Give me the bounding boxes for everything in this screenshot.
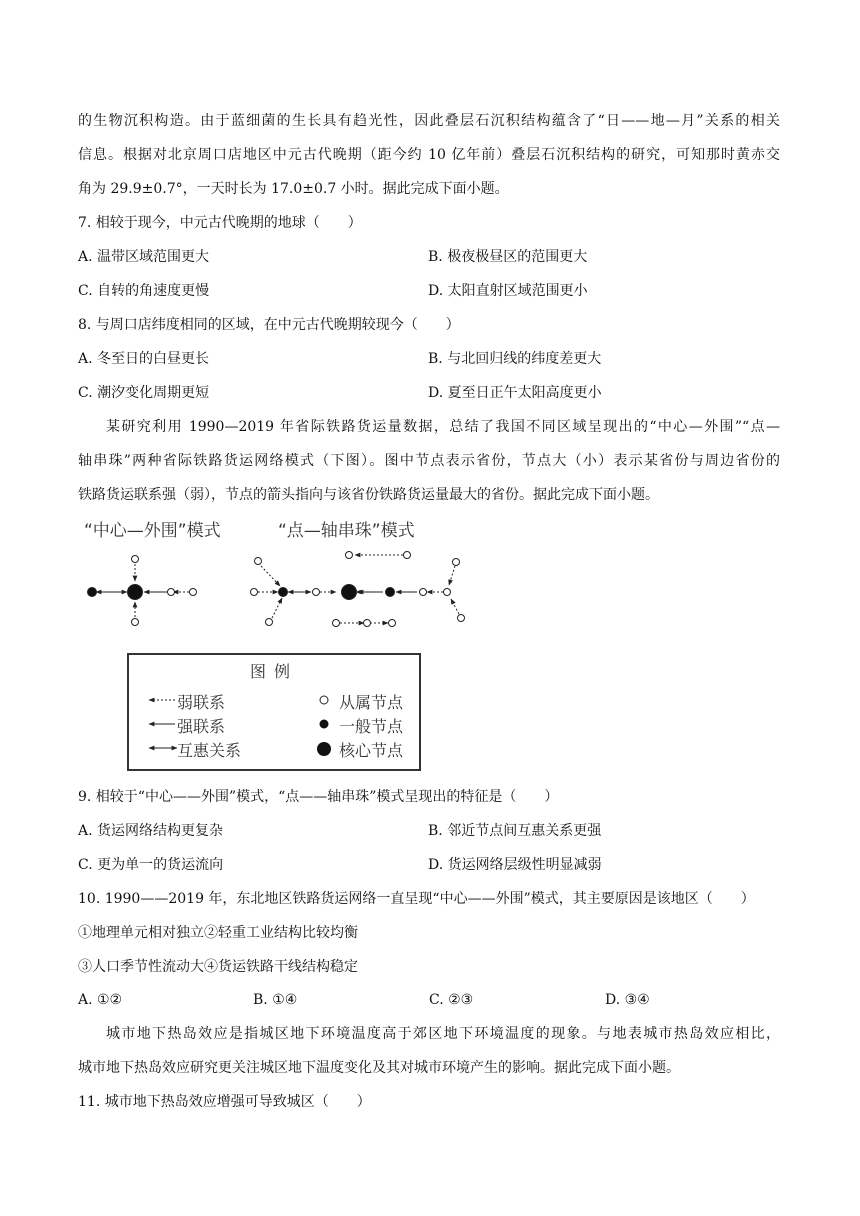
q8-option-d[interactable]: D. 夏至日正午太阳高度更小 bbox=[428, 385, 602, 401]
subordinate-node bbox=[190, 589, 197, 596]
subordinate-node bbox=[364, 620, 371, 627]
subordinate-node bbox=[255, 558, 262, 565]
subordinate-node bbox=[132, 619, 139, 626]
intro1-line-2: 信息。根据对北京周口店地区中元古代晚期（距今约 10 亿年前）叠层石沉积结构的研究，可知那时黄赤交 bbox=[78, 147, 780, 163]
subordinate-node bbox=[389, 620, 396, 627]
subordinate-node bbox=[168, 589, 175, 596]
subordinate-node bbox=[313, 589, 320, 596]
legend-general-label: 一般节点 bbox=[339, 717, 404, 736]
legend-core-node bbox=[317, 742, 331, 756]
intro3-line-2: 城市地下热岛效应研究更关注城区地下温度变化及其对城市环境产生的影响。据此完成下面小题。 bbox=[78, 1060, 680, 1076]
q7-option-b[interactable]: B. 极夜极昼区的范围更大 bbox=[428, 249, 588, 265]
weak-link bbox=[449, 566, 455, 585]
q8-stem: 8. 与周口店纬度相同的区域，在中元古代晚期较现今（ ） bbox=[78, 317, 460, 333]
q7-option-a[interactable]: A. 温带区域范围更大 bbox=[78, 249, 210, 265]
general-node bbox=[88, 588, 97, 597]
intro1-line-3: 角为 29.9±0.7°，一天时长为 17.0±0.7 小时。据此完成下面小题。 bbox=[78, 181, 509, 197]
general-node bbox=[279, 588, 288, 597]
q9-option-d[interactable]: D. 货运网络层级性明显减弱 bbox=[428, 857, 602, 873]
subordinate-node bbox=[132, 556, 139, 563]
figure-title-point-axis: “点—轴串珠”模式 bbox=[278, 521, 415, 541]
q7-option-c[interactable]: C. 自转的角速度更慢 bbox=[78, 283, 210, 299]
intro3-line-1: 城市地下热岛效应是指城区地下环境温度高于郊区地下环境温度的现象。与地表城市热岛效应相比， bbox=[106, 1026, 780, 1042]
intro1-line-1: 的生物沉积构造。由于蓝细菌的生长具有趋光性，因此叠层石沉积结构蕴含了“日——地—月”关系的相关 bbox=[78, 113, 780, 129]
subordinate-node bbox=[420, 589, 427, 596]
q9-option-b[interactable]: B. 邻近节点间互惠关系更强 bbox=[428, 823, 602, 839]
legend-nodes bbox=[315, 689, 335, 769]
legend-subordinate-label: 从属节点 bbox=[339, 693, 404, 712]
weak-link bbox=[272, 598, 282, 618]
legend-strong-label: 强联系 bbox=[177, 717, 226, 736]
q10-statements-2: ③人口季节性流动大④货运铁路干线结构稳定 bbox=[78, 959, 358, 975]
q10-option-d[interactable]: D. ③④ bbox=[605, 992, 650, 1008]
q10-stem: 10. 1990——2019 年，东北地区铁路货运网络一直呈现“中心——外围”模式，其主要原因是该地区（ ） bbox=[78, 891, 755, 907]
q10-option-b[interactable]: B. ①④ bbox=[253, 992, 298, 1008]
q7-stem: 7. 相较于现今，中元古代晚期的地球（ ） bbox=[78, 215, 362, 231]
subordinate-node bbox=[453, 559, 460, 566]
q8-option-b[interactable]: B. 与北回归线的纬度差更大 bbox=[428, 351, 602, 367]
intro2-line-2: 轴串珠”两种省际铁路货运网络模式（下图）。图中节点表示省份，节点大（小）表示某省份与周边省份的 bbox=[78, 453, 780, 469]
q7-option-d[interactable]: D. 太阳直射区域范围更小 bbox=[428, 283, 588, 299]
q10-statements-1: ①地理单元相对独立②轻重工业结构比较均衡 bbox=[78, 925, 358, 941]
q9-option-c[interactable]: C. 更为单一的货运流向 bbox=[78, 857, 224, 873]
weak-link bbox=[261, 566, 280, 586]
legend-weak-label: 弱联系 bbox=[177, 693, 226, 712]
legend bbox=[127, 653, 421, 771]
subordinate-node bbox=[346, 552, 353, 559]
subordinate-node bbox=[444, 589, 451, 596]
legend-mutual-label: 互惠关系 bbox=[177, 741, 242, 760]
network-diagram bbox=[78, 540, 478, 640]
q8-option-c[interactable]: C. 潮汐变化周期更短 bbox=[78, 385, 210, 401]
subordinate-node bbox=[333, 620, 340, 627]
figure-title-core-periphery: “中心—外围”模式 bbox=[84, 521, 221, 541]
weak-link bbox=[451, 599, 459, 614]
q8-option-a[interactable]: A. 冬至日的白昼更长 bbox=[78, 351, 210, 367]
core-node bbox=[342, 585, 357, 600]
q10-option-c[interactable]: C. ②③ bbox=[429, 992, 474, 1008]
general-node bbox=[386, 588, 395, 597]
q9-option-a[interactable]: A. 货运网络结构更复杂 bbox=[78, 823, 224, 839]
legend-subordinate-node bbox=[320, 696, 328, 704]
legend-general-node bbox=[320, 720, 329, 729]
subordinate-node bbox=[458, 615, 465, 622]
subordinate-node bbox=[404, 552, 411, 559]
q11-stem: 11. 城市地下热岛效应增强可导致城区（ ） bbox=[78, 1094, 371, 1110]
legend-title: 图例 bbox=[249, 662, 298, 681]
legend-core-label: 核心节点 bbox=[339, 741, 404, 760]
intro2-line-1: 某研究利用 1990—2019 年省际铁路货运量数据，总结了我国不同区域呈现出的“中心—外围”“点— bbox=[106, 419, 780, 435]
subordinate-node bbox=[266, 619, 273, 626]
subordinate-node bbox=[251, 589, 258, 596]
q10-option-a[interactable]: A. ①② bbox=[78, 992, 123, 1008]
intro2-line-3: 铁路货运联系强（弱），节点的箭头指向与该省份铁路货运量最大的省份。据此完成下面小题。 bbox=[78, 487, 659, 503]
core-node bbox=[128, 585, 143, 600]
q9-stem: 9. 相较于“中心——外围”模式，“点——轴串珠”模式呈现出的特征是（ ） bbox=[78, 789, 559, 805]
